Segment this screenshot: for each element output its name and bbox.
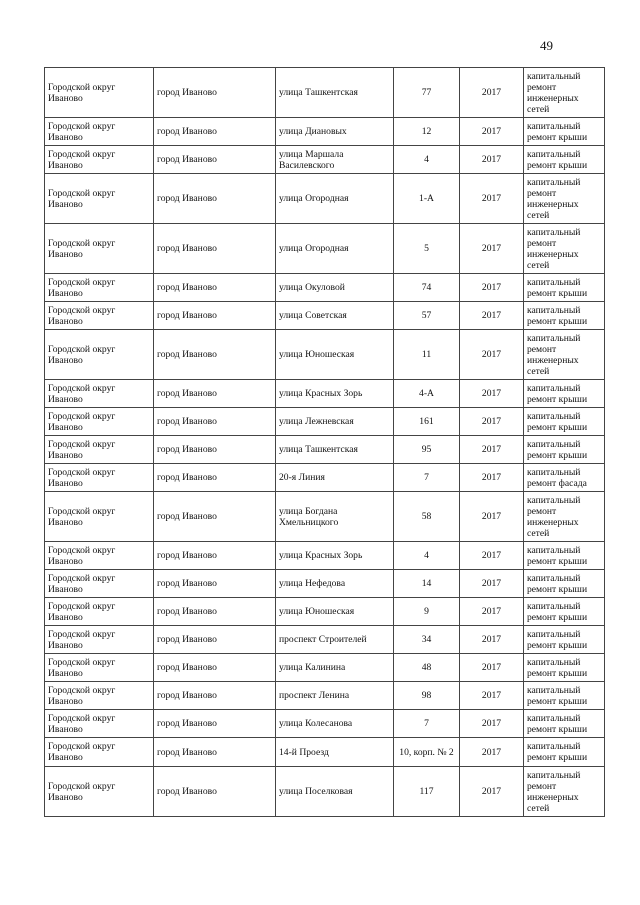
district-cell: Городской округ Иваново — [45, 224, 154, 274]
table-row — [45, 408, 605, 436]
year-cell: 2017 — [460, 330, 524, 380]
district-cell: Городской округ Иваново — [45, 654, 154, 682]
table-row — [45, 738, 605, 767]
table-row — [45, 68, 605, 118]
street-cell: улица Лежневская — [276, 408, 394, 436]
street-cell: улица Богдана Хмельницкого — [276, 492, 394, 542]
year-cell: 2017 — [460, 380, 524, 408]
city-cell: город Иваново — [154, 174, 276, 224]
house-number-cell: 57 — [394, 302, 460, 330]
house-number-cell: 5 — [394, 224, 460, 274]
district-cell: Городской округ Иваново — [45, 302, 154, 330]
year-cell: 2017 — [460, 146, 524, 174]
year-cell: 2017 — [460, 598, 524, 626]
house-number-cell: 48 — [394, 654, 460, 682]
work-type-cell: капитальный ремонт крыши — [524, 738, 605, 767]
records-table-body — [45, 68, 605, 817]
table-row — [45, 464, 605, 492]
table-row — [45, 274, 605, 302]
year-cell: 2017 — [460, 542, 524, 570]
street-cell: проспект Строителей — [276, 626, 394, 654]
city-cell: город Иваново — [154, 68, 276, 118]
year-cell: 2017 — [460, 408, 524, 436]
year-cell: 2017 — [460, 570, 524, 598]
work-type-cell: капитальный ремонт крыши — [524, 654, 605, 682]
district-cell: Городской округ Иваново — [45, 682, 154, 710]
house-number-cell: 117 — [394, 767, 460, 817]
house-number-cell: 58 — [394, 492, 460, 542]
city-cell: город Иваново — [154, 330, 276, 380]
street-cell: улица Окуловой — [276, 274, 394, 302]
table-row — [45, 224, 605, 274]
district-cell: Городской округ Иваново — [45, 174, 154, 224]
street-cell: улица Юношеская — [276, 598, 394, 626]
house-number-cell: 14 — [394, 570, 460, 598]
table-row — [45, 436, 605, 464]
district-cell: Городской округ Иваново — [45, 68, 154, 118]
year-cell: 2017 — [460, 302, 524, 330]
table-row — [45, 654, 605, 682]
table-row — [45, 174, 605, 224]
street-cell: улица Маршала Василевского — [276, 146, 394, 174]
work-type-cell: капитальный ремонт крыши — [524, 598, 605, 626]
table-row — [45, 542, 605, 570]
city-cell: город Иваново — [154, 146, 276, 174]
table-row — [45, 682, 605, 710]
work-type-cell: капитальный ремонт крыши — [524, 146, 605, 174]
city-cell: город Иваново — [154, 380, 276, 408]
city-cell: город Иваново — [154, 436, 276, 464]
street-cell: улица Советская — [276, 302, 394, 330]
year-cell: 2017 — [460, 68, 524, 118]
city-cell: город Иваново — [154, 626, 276, 654]
house-number-cell: 12 — [394, 118, 460, 146]
city-cell: город Иваново — [154, 738, 276, 767]
street-cell: улица Юношеская — [276, 330, 394, 380]
city-cell: город Иваново — [154, 274, 276, 302]
table-row — [45, 626, 605, 654]
street-cell: 14-й Проезд — [276, 738, 394, 767]
year-cell: 2017 — [460, 767, 524, 817]
house-number-cell: 161 — [394, 408, 460, 436]
work-type-cell: капитальный ремонт инженерных сетей — [524, 767, 605, 817]
street-cell: 20-я Линия — [276, 464, 394, 492]
house-number-cell: 11 — [394, 330, 460, 380]
year-cell: 2017 — [460, 710, 524, 738]
district-cell: Городской округ Иваново — [45, 492, 154, 542]
street-cell: улица Калинина — [276, 654, 394, 682]
work-type-cell: капитальный ремонт крыши — [524, 542, 605, 570]
street-cell: проспект Ленина — [276, 682, 394, 710]
table-row — [45, 146, 605, 174]
street-cell: улица Ташкентская — [276, 68, 394, 118]
year-cell: 2017 — [460, 118, 524, 146]
work-type-cell: капитальный ремонт крыши — [524, 302, 605, 330]
work-type-cell: капитальный ремонт крыши — [524, 436, 605, 464]
work-type-cell: капитальный ремонт крыши — [524, 710, 605, 738]
house-number-cell: 34 — [394, 626, 460, 654]
house-number-cell: 9 — [394, 598, 460, 626]
house-number-cell: 4 — [394, 542, 460, 570]
district-cell: Городской округ Иваново — [45, 626, 154, 654]
table-row — [45, 380, 605, 408]
work-type-cell: капитальный ремонт крыши — [524, 118, 605, 146]
district-cell: Городской округ Иваново — [45, 274, 154, 302]
year-cell: 2017 — [460, 626, 524, 654]
street-cell: улица Красных Зорь — [276, 380, 394, 408]
work-type-cell: капитальный ремонт крыши — [524, 570, 605, 598]
district-cell: Городской округ Иваново — [45, 464, 154, 492]
street-cell: улица Ташкентская — [276, 436, 394, 464]
year-cell: 2017 — [460, 682, 524, 710]
work-type-cell: капитальный ремонт крыши — [524, 626, 605, 654]
house-number-cell: 1-А — [394, 174, 460, 224]
street-cell: улица Нефедова — [276, 570, 394, 598]
house-number-cell: 4-А — [394, 380, 460, 408]
street-cell: улица Красных Зорь — [276, 542, 394, 570]
house-number-cell: 98 — [394, 682, 460, 710]
city-cell: город Иваново — [154, 302, 276, 330]
city-cell: город Иваново — [154, 767, 276, 817]
work-type-cell: капитальный ремонт крыши — [524, 408, 605, 436]
house-number-cell: 4 — [394, 146, 460, 174]
house-number-cell: 95 — [394, 436, 460, 464]
year-cell: 2017 — [460, 174, 524, 224]
district-cell: Городской округ Иваново — [45, 380, 154, 408]
district-cell: Городской округ Иваново — [45, 542, 154, 570]
house-number-cell: 7 — [394, 464, 460, 492]
city-cell: город Иваново — [154, 682, 276, 710]
city-cell: город Иваново — [154, 408, 276, 436]
work-type-cell: капитальный ремонт крыши — [524, 274, 605, 302]
work-type-cell: капитальный ремонт инженерных сетей — [524, 68, 605, 118]
year-cell: 2017 — [460, 436, 524, 464]
house-number-cell: 74 — [394, 274, 460, 302]
house-number-cell: 10, корп. № 2 — [394, 738, 460, 767]
district-cell: Городской округ Иваново — [45, 598, 154, 626]
city-cell: город Иваново — [154, 118, 276, 146]
city-cell: город Иваново — [154, 654, 276, 682]
district-cell: Городской округ Иваново — [45, 408, 154, 436]
city-cell: город Иваново — [154, 710, 276, 738]
city-cell: город Иваново — [154, 492, 276, 542]
year-cell: 2017 — [460, 654, 524, 682]
year-cell: 2017 — [460, 492, 524, 542]
city-cell: город Иваново — [154, 598, 276, 626]
year-cell: 2017 — [460, 274, 524, 302]
district-cell: Городской округ Иваново — [45, 767, 154, 817]
district-cell: Городской округ Иваново — [45, 330, 154, 380]
year-cell: 2017 — [460, 224, 524, 274]
table-row — [45, 302, 605, 330]
table-row — [45, 118, 605, 146]
table-row — [45, 330, 605, 380]
city-cell: город Иваново — [154, 464, 276, 492]
house-number-cell: 7 — [394, 710, 460, 738]
district-cell: Городской округ Иваново — [45, 738, 154, 767]
house-number-cell: 77 — [394, 68, 460, 118]
city-cell: город Иваново — [154, 224, 276, 274]
city-cell: город Иваново — [154, 542, 276, 570]
work-type-cell: капитальный ремонт крыши — [524, 682, 605, 710]
street-cell: улица Огородная — [276, 224, 394, 274]
work-type-cell: капитальный ремонт инженерных сетей — [524, 330, 605, 380]
district-cell: Городской округ Иваново — [45, 146, 154, 174]
table-row — [45, 598, 605, 626]
street-cell: улица Огородная — [276, 174, 394, 224]
district-cell: Городской округ Иваново — [45, 436, 154, 464]
year-cell: 2017 — [460, 464, 524, 492]
city-cell: город Иваново — [154, 570, 276, 598]
street-cell: улица Колесанова — [276, 710, 394, 738]
table-row — [45, 710, 605, 738]
table-row — [45, 492, 605, 542]
work-type-cell: капитальный ремонт инженерных сетей — [524, 174, 605, 224]
district-cell: Городской округ Иваново — [45, 710, 154, 738]
district-cell: Городской округ Иваново — [45, 570, 154, 598]
work-type-cell: капитальный ремонт фасада — [524, 464, 605, 492]
district-cell: Городской округ Иваново — [45, 118, 154, 146]
street-cell: улица Диановых — [276, 118, 394, 146]
table-row — [45, 570, 605, 598]
page-number: 49 — [540, 38, 553, 53]
work-type-cell: капитальный ремонт инженерных сетей — [524, 492, 605, 542]
work-type-cell: капитальный ремонт инженерных сетей — [524, 224, 605, 274]
work-type-cell: капитальный ремонт крыши — [524, 380, 605, 408]
table-row — [45, 767, 605, 817]
street-cell: улица Поселковая — [276, 767, 394, 817]
records-table — [44, 67, 605, 817]
year-cell: 2017 — [460, 738, 524, 767]
